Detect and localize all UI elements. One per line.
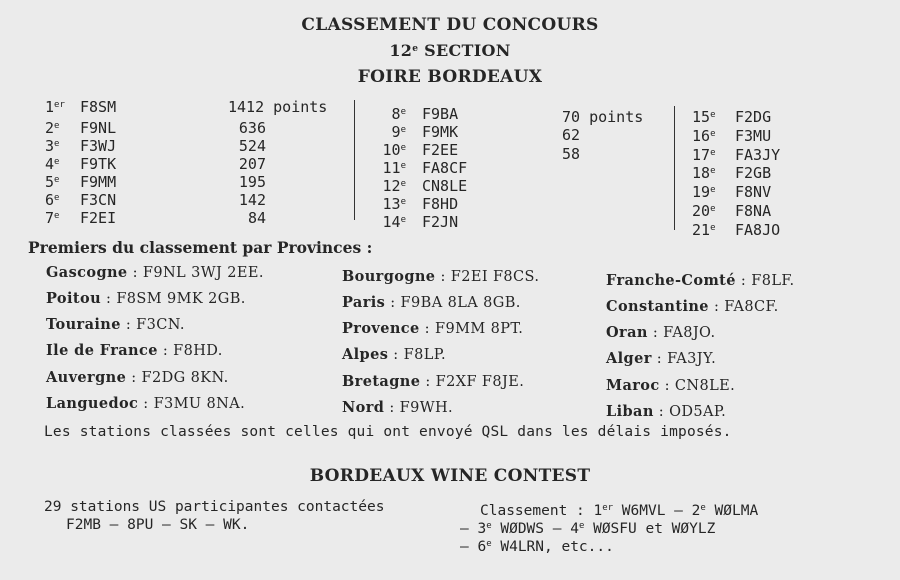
province-entry: Bretagne : F2XF F8JE.: [342, 373, 525, 390]
points: 70 points: [562, 108, 644, 126]
rank-row: 19e: [692, 183, 716, 201]
callsign: F8NA: [735, 202, 772, 220]
province-entry: Languedoc : F3MU 8NA.: [46, 395, 246, 412]
rank-row: 11e: [382, 159, 406, 177]
section-heading: [0, 41, 900, 60]
province-entry: Provence : F9MM 8PT.: [342, 320, 524, 337]
province-entry: Constantine : FA8CF.: [606, 298, 779, 315]
callsign: F2EE: [422, 141, 459, 159]
province-entry: Maroc : CN8LE.: [606, 377, 736, 394]
rank-row: 16e: [692, 127, 716, 145]
points: 524: [238, 137, 266, 155]
province-entry: Paris : F9BA 8LA 8GB.: [342, 294, 521, 311]
callsign: F2JN: [422, 213, 459, 231]
callsign: FA8JO: [735, 221, 781, 239]
callsign: F9BA: [422, 105, 459, 123]
callsign: F8SM: [80, 98, 117, 116]
callsign: F8NV: [735, 183, 772, 201]
provinces-heading: Premiers du classement par Provinces :: [28, 238, 373, 257]
province-entry: Oran : FA8JO.: [606, 324, 716, 341]
wine-contest-ranking-line-1: Classement : 1er W6MVL — 2e WØLMA: [480, 503, 759, 519]
points: 207: [238, 155, 266, 173]
wine-contest-ranking-line-3: — 6e W4LRN, etc...: [460, 539, 614, 555]
rank-row: 9e: [391, 123, 406, 141]
rank-row: 14e: [382, 213, 406, 231]
qsl-note: Les stations classées sont celles qui ont envoyé QSL dans les délais imposés.: [44, 424, 732, 440]
province-entry: Franche-Comté : F8LF.: [606, 272, 795, 289]
rank-row: 15e: [692, 108, 716, 126]
callsign: CN8LE: [422, 177, 468, 195]
points: 62: [562, 126, 581, 144]
province-entry: Gascogne : F9NL 3WJ 2EE.: [46, 264, 264, 281]
wine-contest-title: BORDEAUX WINE CONTEST: [309, 466, 591, 486]
callsign: F2GB: [735, 164, 772, 182]
points: 58: [562, 145, 581, 163]
province-entry: Poitou : F8SM 9MK 2GB.: [46, 290, 246, 307]
province-entry: Liban : OD5AP.: [606, 403, 727, 420]
province-entry: Alpes : F8LP.: [342, 346, 446, 363]
section-number: 12: [389, 41, 413, 60]
callsign: F9NL: [80, 119, 117, 137]
rank-row: 21e: [692, 221, 716, 239]
callsign: F3CN: [80, 191, 117, 209]
province-entry: Auvergne : F2DG 8KN.: [46, 369, 229, 386]
section-word: SECTION: [424, 41, 511, 60]
wine-contest-us-callsigns: F2MB — 8PU — SK — WK.: [66, 517, 250, 533]
rank-row: 4e: [45, 155, 60, 173]
callsign: F9MK: [422, 123, 459, 141]
callsign: F9TK: [80, 155, 117, 173]
rank-row: 8e: [391, 105, 406, 123]
wine-contest-ranking-line-2: — 3e WØDWS — 4e WØSFU et WØYLZ: [460, 521, 716, 537]
rank-row: 13e: [382, 195, 406, 213]
callsign: FA8CF: [422, 159, 468, 177]
rank-row: 7e: [45, 209, 60, 227]
rank-row: 1er: [45, 98, 65, 116]
rank-row: 20e: [692, 202, 716, 220]
contest-subtitle: FOIRE BORDEAUX: [357, 67, 543, 87]
callsign: F3WJ: [80, 137, 117, 155]
callsign: F3MU: [735, 127, 772, 145]
section-number-suffix: e: [412, 44, 419, 54]
wine-contest-participants: 29 stations US participantes contactées: [44, 499, 385, 515]
points: 142: [238, 191, 266, 209]
column-divider: [674, 106, 675, 230]
rank-row: 6e: [45, 191, 60, 209]
rank-row: 5e: [45, 173, 60, 191]
callsign: F2EI: [80, 209, 117, 227]
rank-row: 2e: [45, 119, 60, 137]
province-entry: Nord : F9WH.: [342, 399, 454, 416]
rank-row: 18e: [692, 164, 716, 182]
province-entry: Alger : FA3JY.: [606, 350, 717, 367]
rank-row: 12e: [382, 177, 406, 195]
callsign: F8HD: [422, 195, 459, 213]
column-divider: [354, 100, 355, 220]
callsign: F9MM: [80, 173, 117, 191]
province-entry: Ile de France : F8HD.: [46, 342, 223, 359]
rank-row: 17e: [692, 146, 716, 164]
province-entry: Touraine : F3CN.: [46, 316, 185, 333]
page-title: CLASSEMENT DU CONCOURS: [301, 15, 599, 35]
rank-row: 3e: [45, 137, 60, 155]
rank-row: 10e: [382, 141, 406, 159]
points: 84: [247, 209, 266, 227]
province-entry: Bourgogne : F2EI F8CS.: [342, 268, 540, 285]
callsign: F2DG: [735, 108, 772, 126]
points: 636: [238, 119, 266, 137]
points: 1412 points: [228, 98, 328, 116]
callsign: FA3JY: [735, 146, 781, 164]
points: 195: [238, 173, 266, 191]
rank-number: 1: [45, 98, 55, 116]
